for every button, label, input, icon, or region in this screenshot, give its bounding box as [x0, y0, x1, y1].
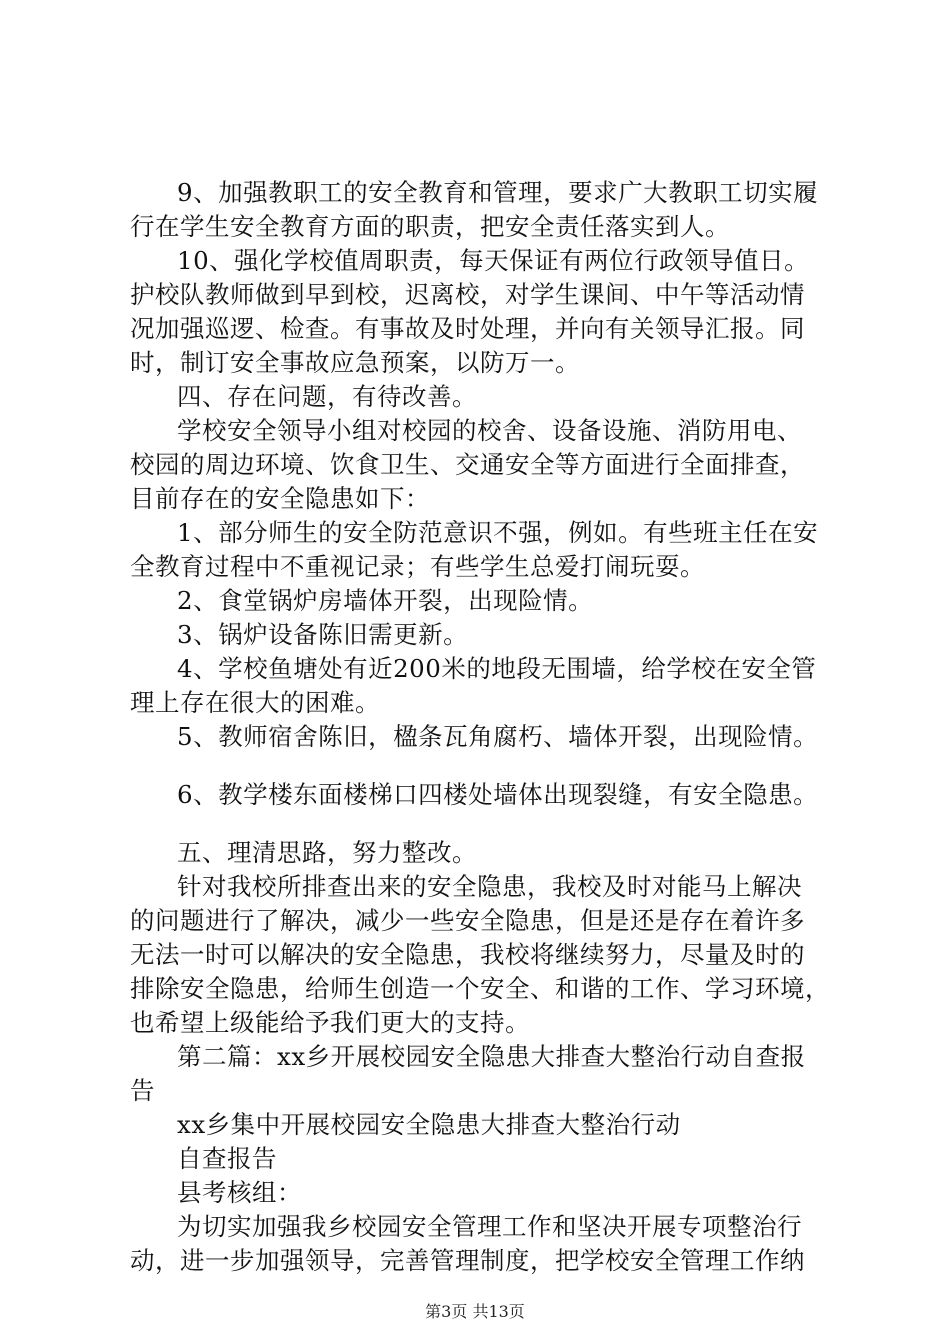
body-line: 4、学校鱼塘处有近200米的地段无围墙，给学校在安全管	[177, 654, 817, 683]
body-line: 护校队教师做到早到校，迟离校，对学生课间、中午等活动情	[130, 280, 805, 309]
body-line: 学校安全领导小组对校园的校舍、设备设施、消防用电、	[177, 416, 802, 445]
body-line: 时，制订安全事故应急预案，以防万一。	[130, 348, 580, 377]
body-line: 无法一时可以解决的安全隐患，我校将继续努力，尽量及时的	[130, 940, 805, 969]
body-line: 理上存在很大的困难。	[130, 688, 380, 717]
body-line: 况加强巡逻、检查。有事故及时处理，并向有关领导汇报。同	[130, 314, 805, 343]
report-title: xx乡集中开展校园安全隐患大排查大整治行动	[177, 1110, 681, 1139]
body-line: 5、教师宿舍陈旧，楹条瓦角腐朽、墙体开裂，出现险情。	[177, 722, 819, 751]
body-line: 6、教学楼东面楼梯口四楼处墙体出现裂缝，有安全隐患。	[177, 780, 819, 809]
section-heading: 五、理清思路，努力整改。	[177, 838, 477, 867]
body-line: 排除安全隐患，给师生创造一个安全、和谐的工作、学习环境，	[130, 974, 830, 1003]
page-number: 第3页 共13页	[425, 1302, 525, 1321]
section-heading: 四、存在问题，有待改善。	[177, 382, 477, 411]
body-line: 为切实加强我乡校园安全管理工作和坚决开展专项整治行	[177, 1212, 802, 1241]
body-line: 2、食堂锅炉房墙体开裂，出现险情。	[177, 586, 594, 615]
report-subtitle: 自查报告	[177, 1144, 277, 1173]
body-line: 也希望上级能给予我们更大的支持。	[130, 1008, 530, 1037]
body-line: 的问题进行了解决，减少一些安全隐患，但是还是存在着许多	[130, 906, 805, 935]
body-line: 行在学生安全教育方面的职责，把安全责任落实到人。	[130, 212, 730, 241]
body-line: 针对我校所排查出来的安全隐患，我校及时对能马上解决	[177, 872, 802, 901]
body-line: 9、加强教职工的安全教育和管理，要求广大教职工切实履	[177, 178, 819, 207]
article-title: 告	[130, 1076, 155, 1105]
article-title: 第二篇：xx乡开展校园安全隐患大排查大整治行动自查报	[177, 1042, 806, 1071]
salutation: 县考核组：	[177, 1178, 302, 1207]
body-line: 目前存在的安全隐患如下：	[130, 484, 430, 513]
body-line: 1、部分师生的安全防范意识不强，例如。有些班主任在安	[177, 518, 819, 547]
body-line: 全教育过程中不重视记录；有些学生总爱打闹玩耍。	[130, 552, 705, 581]
body-line: 3、锅炉设备陈旧需更新。	[177, 620, 469, 649]
body-line: 校园的周边环境、饮食卫生、交通安全等方面进行全面排查，	[130, 450, 805, 479]
body-line: 动，进一步加强领导，完善管理制度，把学校安全管理工作纳	[130, 1246, 805, 1275]
body-line: 10、强化学校值周职责，每天保证有两位行政领导值日。	[177, 246, 810, 275]
